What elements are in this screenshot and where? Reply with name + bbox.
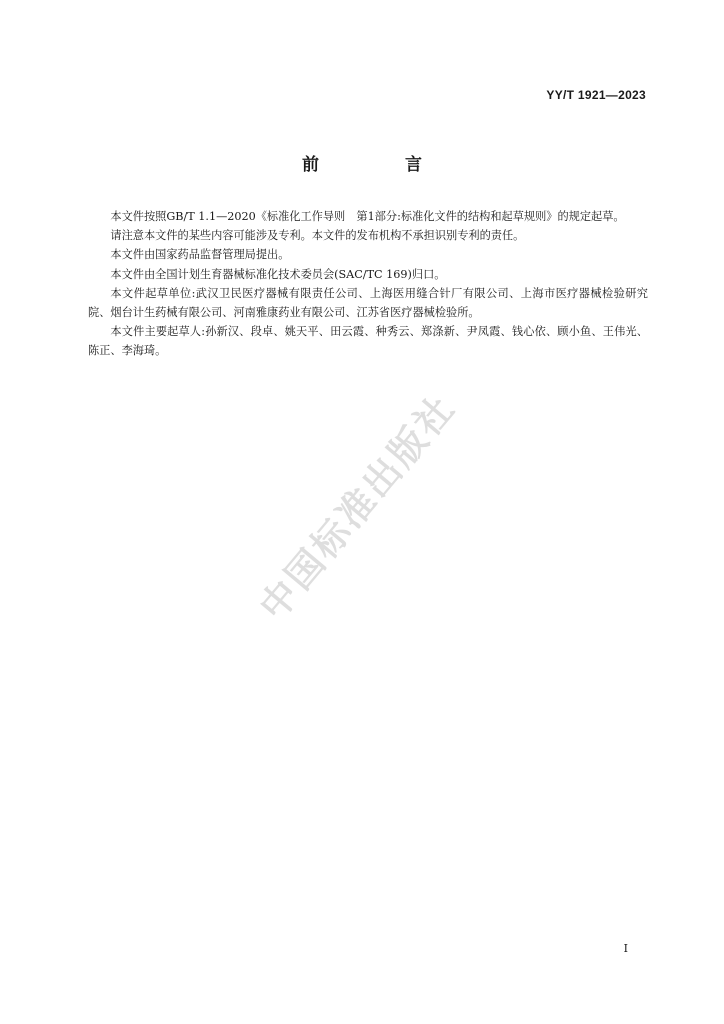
foreword-body [88, 207, 648, 361]
page-title: 前 言 [302, 155, 462, 175]
foreword-paragraph: 请注意本文件的某些内容可能涉及专利。本文件的发布机构不承担识别专利的责任。 [110, 229, 525, 243]
standard-code: YY/T 1921—2023 [546, 88, 646, 102]
foreword-paragraph: 本文件起草单位:武汉卫民医疗器械有限责任公司、上海医用缝合针厂有限公司、上海市医疗器械检验研究院、烟台计生药械有限公司、河南雅康药业有限公司、江苏省医疗器械检验所。 [88, 286, 648, 320]
foreword-paragraph: 本文件按照GB/T 1.1—2020《标准化工作导则 第1部分:标准化文件的结构和起草规则》的规定起草。 [110, 210, 625, 223]
foreword-paragraph: 本文件主要起草人:孙新汉、段卓、姚天平、田云霞、种秀云、郑涤新、尹凤霞、钱心依、顾小鱼、王伟光、陈正、李海琦。 [88, 325, 648, 358]
foreword-paragraph: 本文件由全国计划生育器械标准化技术委员会(SAC/TC 169)归口。 [110, 267, 446, 281]
foreword-paragraph: 本文件由国家药品监督管理局提出。 [110, 248, 290, 262]
publisher-watermark: 中国标准出版社 [251, 386, 465, 629]
page-number: I [623, 942, 628, 955]
